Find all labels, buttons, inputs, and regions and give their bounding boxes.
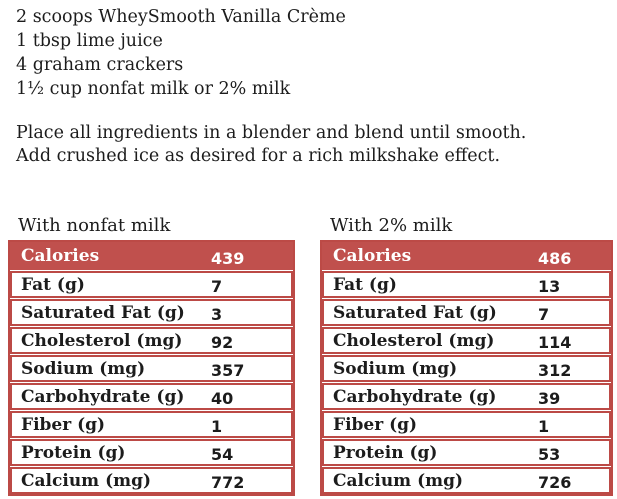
table-caption: With 2% milk	[330, 215, 453, 236]
row-label: Carbohydrate (g)	[333, 386, 497, 407]
row-label: Cholesterol (mg)	[21, 330, 183, 351]
nutrition-row	[322, 439, 611, 466]
row-label: Carbohydrate (g)	[21, 386, 185, 407]
row-value: 772	[211, 472, 245, 492]
row-label: Protein (g)	[333, 442, 438, 463]
row-value: 312	[538, 360, 572, 380]
row-value: 1	[538, 416, 550, 436]
row-label: Saturated Fat (g)	[333, 302, 497, 323]
ingredient-line: 1 tbsp lime juice	[16, 31, 163, 51]
row-value: 3	[211, 304, 223, 324]
row-value: 92	[211, 332, 234, 352]
row-label: Fat (g)	[21, 274, 85, 295]
instruction-line: Add crushed ice as desired for a rich milkshake effect.	[16, 146, 501, 166]
nutrition-row	[10, 439, 293, 466]
row-label: Cholesterol (mg)	[333, 330, 495, 351]
calories-header-row	[322, 242, 611, 270]
nutrition-facts-table	[8, 240, 295, 496]
row-value: 726	[538, 472, 572, 492]
nutrition-table-2pct	[320, 215, 613, 496]
row-value: 13	[538, 276, 561, 296]
row-label: Fat (g)	[333, 274, 397, 295]
row-value: 1	[211, 416, 223, 436]
nutrition-row	[322, 383, 611, 410]
nutrition-row	[10, 271, 293, 298]
row-value: 53	[538, 444, 561, 464]
row-label: Fiber (g)	[333, 414, 418, 435]
instruction-paragraph	[16, 122, 526, 168]
nutrition-row	[322, 467, 611, 494]
ingredient-line: 4 graham crackers	[16, 55, 184, 75]
row-value: 7	[211, 276, 223, 296]
nutrition-row	[322, 411, 611, 438]
calories-header-row	[10, 242, 293, 270]
row-value: 439	[211, 248, 245, 268]
row-label: Saturated Fat (g)	[21, 302, 185, 323]
nutrition-row	[10, 299, 293, 326]
nutrition-row	[10, 383, 293, 410]
row-value: 39	[538, 388, 561, 408]
ingredient-list	[16, 5, 346, 101]
ingredient-line: 2 scoops WheySmooth Vanilla Crème	[16, 7, 346, 27]
row-value: 40	[211, 388, 234, 408]
nutrition-row	[322, 327, 611, 354]
row-label: Calcium (mg)	[333, 470, 464, 491]
nutrition-row	[10, 327, 293, 354]
row-value: 54	[211, 444, 234, 464]
row-label: Calcium (mg)	[21, 470, 152, 491]
row-value: 114	[538, 332, 572, 352]
row-label: Calories	[21, 246, 100, 266]
nutrition-row	[322, 271, 611, 298]
instruction-line: Place all ingredients in a blender and blend until smooth.	[16, 123, 527, 143]
row-label: Calories	[333, 246, 412, 266]
table-caption: With nonfat milk	[18, 215, 171, 236]
nutrition-row	[10, 355, 293, 382]
row-value: 357	[211, 360, 245, 380]
row-value: 7	[538, 304, 550, 324]
nutrition-row	[10, 411, 293, 438]
ingredient-line: 1½ cup nonfat milk or 2% milk	[16, 79, 291, 99]
nutrition-row	[10, 467, 293, 494]
nutrition-table-nonfat	[8, 215, 295, 496]
row-value: 486	[538, 248, 572, 268]
row-label: Protein (g)	[21, 442, 126, 463]
nutrition-row	[322, 299, 611, 326]
nutrition-facts-table	[320, 240, 613, 496]
nutrition-row	[322, 355, 611, 382]
row-label: Sodium (mg)	[21, 358, 146, 379]
row-label: Fiber (g)	[21, 414, 106, 435]
row-label: Sodium (mg)	[333, 358, 458, 379]
